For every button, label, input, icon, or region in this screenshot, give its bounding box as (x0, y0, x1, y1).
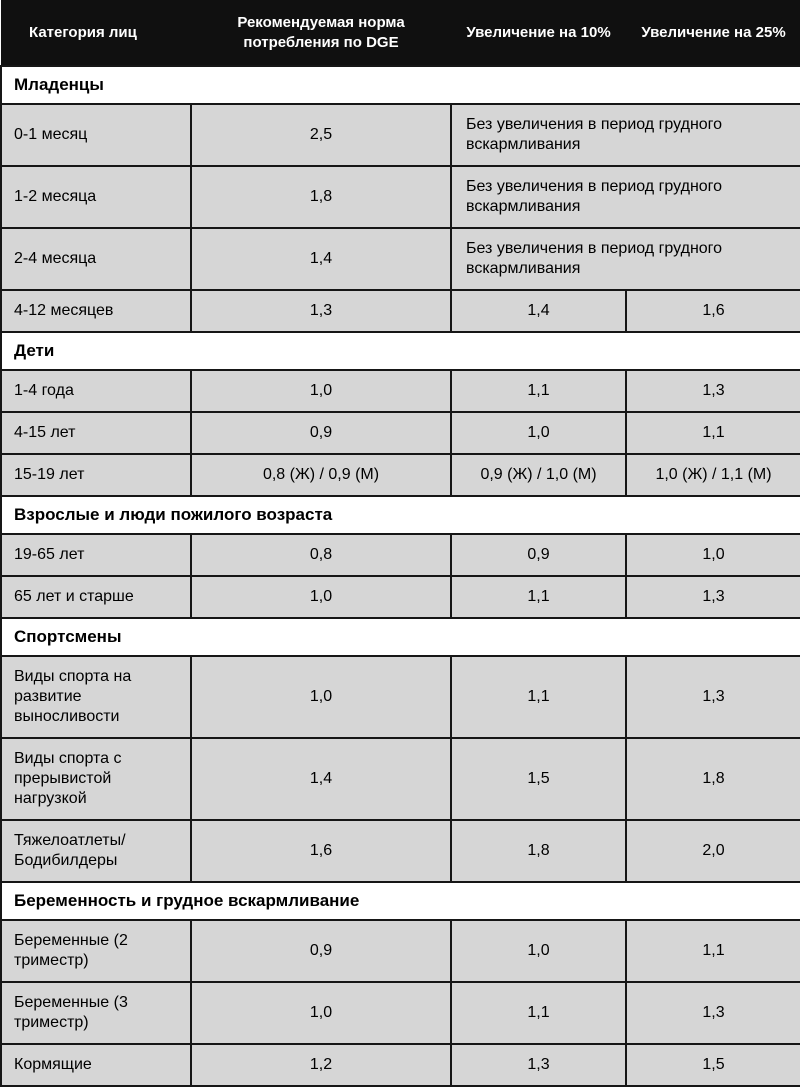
table-row (1, 290, 800, 332)
no-increase-note: Без увеличения в период грудного вскармливания (451, 104, 800, 166)
row-label: 15-19 лет (1, 454, 191, 496)
plus-10-value: 1,1 (451, 370, 626, 412)
table-row (1, 576, 800, 618)
row-label: 65 лет и старше (1, 576, 191, 618)
no-increase-note: Без увеличения в период грудного вскармливания (451, 228, 800, 290)
plus-25-value: 1,0 (626, 534, 800, 576)
table-row (1, 820, 800, 882)
plus-10-value: 1,1 (451, 656, 626, 738)
dge-norm-value: 0,8 (191, 534, 451, 576)
plus-10-value: 1,0 (451, 920, 626, 982)
plus-10-value: 0,9 (Ж) / 1,0 (М) (451, 454, 626, 496)
dge-norm-value: 1,4 (191, 228, 451, 290)
row-label: Виды спорта с прерывистой нагрузкой (1, 738, 191, 820)
table-body (1, 66, 800, 1086)
header-row (1, 0, 800, 66)
plus-10-value: 1,1 (451, 982, 626, 1044)
row-label: Кормящие (1, 1044, 191, 1086)
table-row (1, 166, 800, 228)
dge-norm-value: 1,3 (191, 290, 451, 332)
table-row (1, 370, 800, 412)
table-row (1, 228, 800, 290)
row-label: Беременные (2 триместр) (1, 920, 191, 982)
plus-25-value: 1,8 (626, 738, 800, 820)
section-title: Беременность и грудное вскармливание (1, 882, 800, 920)
table-row (1, 454, 800, 496)
plus-10-value: 0,9 (451, 534, 626, 576)
section-header-row (1, 66, 800, 104)
plus-25-value: 2,0 (626, 820, 800, 882)
table-row (1, 920, 800, 982)
row-label: 2-4 месяца (1, 228, 191, 290)
dge-norm-value: 1,0 (191, 370, 451, 412)
dge-norm-value: 2,5 (191, 104, 451, 166)
row-label: Виды спорта на развитие выносливости (1, 656, 191, 738)
row-label: 4-12 месяцев (1, 290, 191, 332)
dge-norm-value: 1,0 (191, 576, 451, 618)
header-category: Категория лиц (1, 0, 191, 66)
plus-25-value: 1,5 (626, 1044, 800, 1086)
row-label: 19-65 лет (1, 534, 191, 576)
table-row (1, 104, 800, 166)
plus-10-value: 1,0 (451, 412, 626, 454)
plus-25-value: 1,1 (626, 920, 800, 982)
dge-norm-value: 1,0 (191, 656, 451, 738)
dge-norm-value: 1,2 (191, 1044, 451, 1086)
table-row (1, 412, 800, 454)
header-plus-10-percent: Увеличение на 10% (451, 0, 626, 66)
row-label: Тяжелоатлеты/ Бодибилдеры (1, 820, 191, 882)
plus-10-value: 1,4 (451, 290, 626, 332)
dge-norm-value: 1,8 (191, 166, 451, 228)
row-label: Беременные (3 триместр) (1, 982, 191, 1044)
plus-25-value: 1,3 (626, 576, 800, 618)
plus-25-value: 1,3 (626, 982, 800, 1044)
plus-10-value: 1,5 (451, 738, 626, 820)
header-plus-25-percent: Увеличение на 25% (626, 0, 800, 66)
table-row (1, 738, 800, 820)
row-label: 1-4 года (1, 370, 191, 412)
dge-norm-value: 0,9 (191, 920, 451, 982)
dge-norm-value: 0,8 (Ж) / 0,9 (М) (191, 454, 451, 496)
no-increase-note: Без увеличения в период грудного вскармливания (451, 166, 800, 228)
table-row (1, 1044, 800, 1086)
plus-10-value: 1,8 (451, 820, 626, 882)
plus-25-value: 1,1 (626, 412, 800, 454)
plus-10-value: 1,1 (451, 576, 626, 618)
dge-norm-value: 1,0 (191, 982, 451, 1044)
section-title: Взрослые и люди пожилого возраста (1, 496, 800, 534)
section-header-row (1, 496, 800, 534)
dge-norm-value: 1,6 (191, 820, 451, 882)
table-row (1, 982, 800, 1044)
header-dge-norm: Рекомендуемая норма потребления по DGE (191, 0, 451, 66)
plus-10-value: 1,3 (451, 1044, 626, 1086)
row-label: 0-1 месяц (1, 104, 191, 166)
row-label: 4-15 лет (1, 412, 191, 454)
dge-norm-value: 1,4 (191, 738, 451, 820)
plus-25-value: 1,3 (626, 370, 800, 412)
dge-norm-value: 0,9 (191, 412, 451, 454)
section-title: Младенцы (1, 66, 800, 104)
plus-25-value: 1,0 (Ж) / 1,1 (М) (626, 454, 800, 496)
section-title: Дети (1, 332, 800, 370)
table-row (1, 534, 800, 576)
section-header-row (1, 332, 800, 370)
section-header-row (1, 882, 800, 920)
table-row (1, 656, 800, 738)
table-header (1, 0, 800, 66)
section-title: Спортсмены (1, 618, 800, 656)
section-header-row (1, 618, 800, 656)
row-label: 1-2 месяца (1, 166, 191, 228)
plus-25-value: 1,3 (626, 656, 800, 738)
plus-25-value: 1,6 (626, 290, 800, 332)
